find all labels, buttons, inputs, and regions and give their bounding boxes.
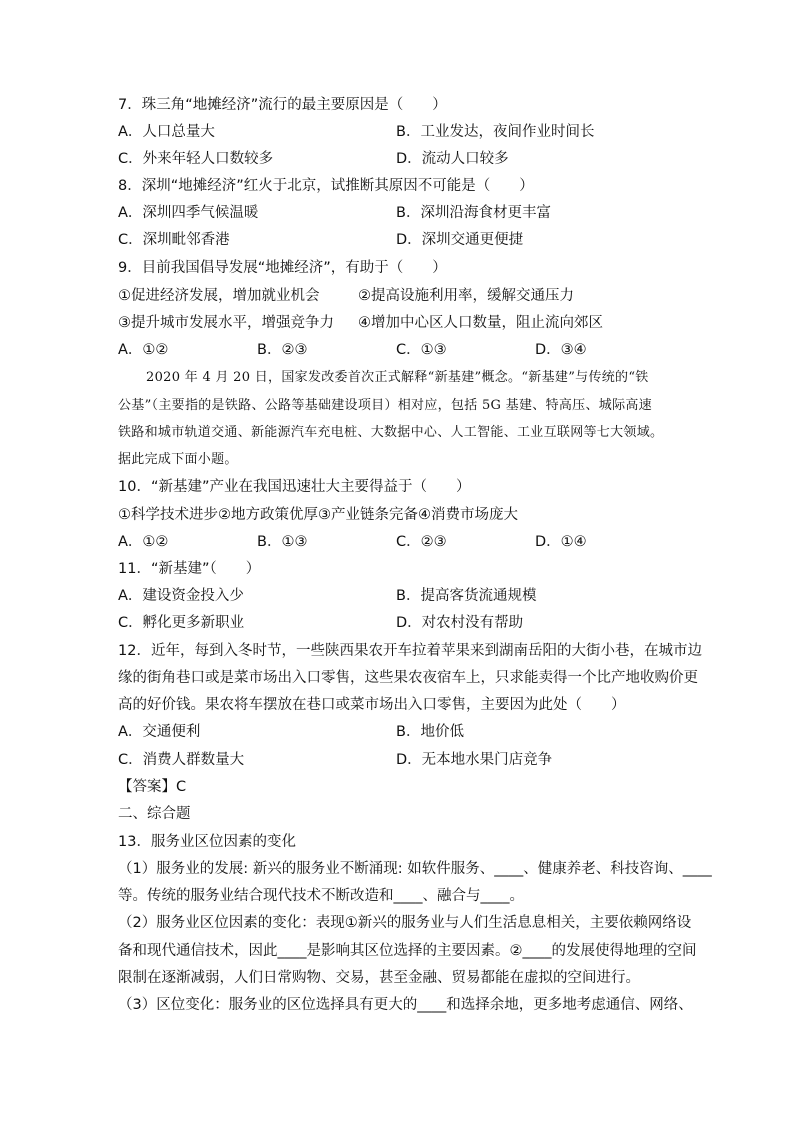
- q13-line-4: 备和现代通信技术，因此____是影响其区位选择的主要因素。②____的发展使得地理的空间: [118, 943, 697, 959]
- q9-stem: 9．目前我国倡导发展“地摊经济”，有助于（ ）: [118, 260, 447, 276]
- q9-statement-4: ④增加中心区人口数量，阻止流向郊区: [358, 315, 603, 331]
- q11-option-d: D．对农村没有帮助: [396, 615, 524, 631]
- q9-option-a: A．①②: [118, 342, 169, 358]
- q11-option-b: B．提高客货流通规模: [396, 588, 537, 604]
- q9-statement-2: ②提高设施利用率，缓解交通压力: [358, 288, 574, 304]
- passage-line-1: 2020 年 4 月 20 日，国家发改委首次正式解释“新基建”概念。“新基建”与传统的“铁: [146, 370, 649, 385]
- passage-line-2: 公基”（主要指的是铁路、公路等基础建设项目）相对应，包括 5G 基建、特高压、城际高速: [118, 398, 652, 413]
- q12-option-d: D．无本地水果门店竞争: [396, 752, 553, 768]
- q12-stem-line-1: 12．近年，每到入冬时节，一些陕西果农开车拉着苹果来到湖南岳阳的大街小巷，在城市边: [118, 643, 702, 659]
- q10-stem: 10．“新基建”产业在我国迅速壮大主要得益于（ ）: [118, 479, 471, 495]
- q12-option-b: B．地价低: [396, 724, 464, 740]
- q8-option-b: B．深圳沿海食材更丰富: [396, 205, 551, 221]
- q10-option-c: C．②③: [396, 534, 447, 550]
- q8-option-d: D．深圳交通更便捷: [396, 232, 524, 248]
- q7-option-c: C．外来年轻人口数较多: [118, 151, 274, 167]
- q9-statement-1: ①促进经济发展，增加就业机会: [118, 288, 320, 304]
- q12-stem-line-2: 缘的街角巷口或是菜市场出入口零售，这些果农夜宿车上，只求能卖得一个比产地收购价更: [118, 670, 698, 686]
- q11-option-c: C．孵化更多新职业: [118, 615, 245, 631]
- q7-option-b: B．工业发达，夜间作业时间长: [396, 124, 595, 140]
- q9-statement-3: ③提升城市发展水平，增强竞争力: [118, 315, 334, 331]
- q13-line-3: （2）服务业区位因素的变化：表现①新兴的服务业与人们生活息息相关，主要依赖网络设: [118, 915, 692, 931]
- q13-line-6: （3）区位变化：服务业的区位选择具有更大的____和选择余地，更多地考虑通信、网络、: [118, 997, 693, 1013]
- q7-stem: 7．珠三角“地摊经济”流行的最主要原因是（ ）: [118, 97, 447, 113]
- answer-line: 【答案】C: [118, 779, 187, 795]
- q9-option-d: D．③④: [535, 342, 587, 358]
- passage-line-4: 据此完成下面小题。: [118, 452, 238, 467]
- q12-option-c: C．消费人群数量大: [118, 752, 245, 768]
- section-heading: 二、综合题: [118, 806, 191, 822]
- q10-statements: ①科学技术进步②地方政策优厚③产业链条完备④消费市场庞大: [118, 507, 518, 523]
- q9-option-b: B．②③: [257, 342, 308, 358]
- q13-line-5: 限制在逐渐减弱，人们日常购物、交易，甚至金融、贸易都能在虚拟的空间进行。: [118, 970, 640, 986]
- q11-option-a: A．建设资金投入少: [118, 588, 244, 604]
- q13-title: 13．服务业区位因素的变化: [118, 834, 296, 850]
- q10-option-d: D．①④: [535, 534, 587, 550]
- q10-option-b: B．①③: [257, 534, 308, 550]
- q7-option-a: A．人口总量大: [118, 124, 215, 140]
- q8-option-c: C．深圳毗邻香港: [118, 232, 230, 248]
- q12-option-a: A．交通便利: [118, 724, 201, 740]
- q8-option-a: A．深圳四季气候温暖: [118, 205, 259, 221]
- q13-line-2: 等。传统的服务业结合现代技术不断改造和____、融合与____。: [118, 888, 524, 904]
- q11-stem: 11．“新基建”（ ）: [118, 561, 261, 577]
- q7-option-d: D．流动人口较多: [396, 151, 509, 167]
- q10-option-a: A．①②: [118, 534, 169, 550]
- q13-line-1: （1）服务业的发展: 新兴的服务业不断涌现: 如软件服务、____、健康养老、科技咨询、____: [118, 861, 712, 877]
- q12-stem-line-3: 高的好价钱。果农将车摆放在巷口或菜市场出入口零售，主要因为此处（ ）: [118, 697, 626, 713]
- q8-stem: 8．深圳“地摊经济”红火于北京，试推断其原因不可能是（ ）: [118, 178, 534, 194]
- q9-option-c: C．①③: [396, 342, 447, 358]
- passage-line-3: 铁路和城市轨道交通、新能源汽车充电桩、大数据中心、人工智能、工业互联网等七大领域。: [118, 425, 664, 440]
